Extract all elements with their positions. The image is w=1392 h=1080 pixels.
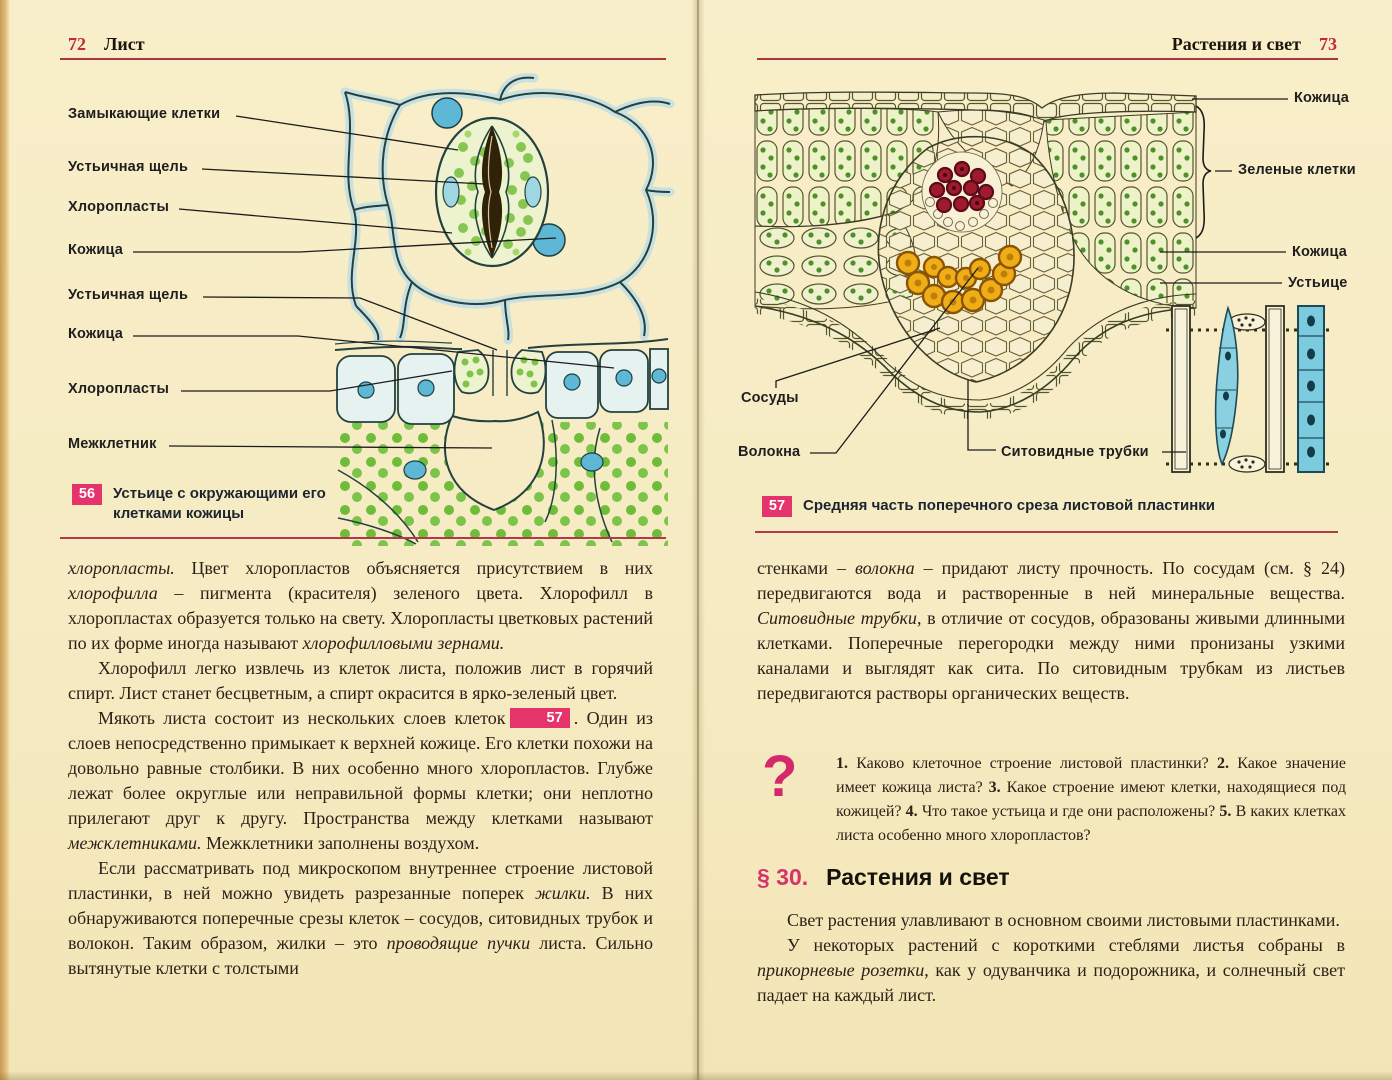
header-rule-left — [60, 58, 666, 60]
body-text-right-top — [757, 556, 1345, 706]
sieve-tube-column-wide — [1298, 306, 1324, 472]
figure56-number-badge: 56 — [72, 484, 102, 505]
figure56-caption — [72, 484, 392, 524]
epidermis-cells — [337, 349, 668, 424]
figure56-caption-text: Устьице с окружающими его клетками кожицы — [113, 485, 326, 522]
figure-label: Зеленые клетки — [1238, 162, 1356, 178]
figure57-caption — [762, 496, 1342, 517]
figure-label: Хлоропласты — [68, 381, 170, 397]
figure-label: Кожица — [68, 326, 124, 342]
longitudinal-section-panel — [1166, 306, 1332, 472]
running-title-left: Лист — [104, 34, 145, 54]
questions-icon: ? — [762, 744, 798, 809]
paragraph: Мякоть листа состоит из нескольких слоев клеток 57 . Один из слоев непосредственно примыкает к верхней кожице. Его клетки похожи на довольно равные столбики. В них особенно много хлоропластов. Глубже лежат более округлые или неправильной формы клетки; они неплотно прилегают друг к другу. Пространства между клетками называют межклетниками. Межклетники заполнены воздухом. — [68, 708, 653, 853]
section-number: § 30. — [757, 864, 809, 890]
sieve-plate — [1229, 456, 1265, 472]
paragraph: Если рассматривать под микроскопом внутреннее строение листовой пластинки, в ней можно увидеть разрезанные поперек жилки. В них обнаруживаются поперечные срезы клеток – сосудов, ситовидных трубок и волокон. Таким образом, жилки – это проводящие пучки листа. Сильно вытянутые клетки с толстыми — [68, 858, 653, 978]
paragraph: Свет растения улавливают в основном своими листовыми пластинками. — [787, 910, 1340, 930]
caption-rule-left — [60, 537, 666, 539]
running-title-right: Растения и свет — [1171, 34, 1301, 54]
body-text-right-bottom — [757, 908, 1345, 1008]
page-number-left: 72 — [68, 34, 86, 54]
figure-label: Кожица — [1292, 244, 1348, 260]
leaf-cross-section — [755, 92, 1196, 412]
figure-label: Устьичная щель — [68, 159, 189, 175]
figure-label: Кожица — [1294, 90, 1350, 106]
figure-label: Ситовидные трубки — [1001, 444, 1149, 460]
figure-label: Устьице — [1288, 275, 1348, 291]
sieve-tube-column-narrow — [1216, 308, 1238, 464]
figure-label: Кожица — [68, 242, 124, 258]
figure57-number-badge: 57 — [762, 496, 792, 517]
figure-label: Хлоропласты — [68, 199, 170, 215]
sieve-plate — [1229, 314, 1265, 330]
body-text-left — [68, 556, 653, 981]
paragraph: стенками – волокна – придают листу прочность. По сосудам (см. § 24) передвигаются вода и растворенные в ней минеральные вещества. Ситовидные трубки, в отличие от сосудов, образованы живыми длинными клетками. Поперечные перегородки между ними пронизаны узкими каналами и выглядят как сита. По ситовидным трубкам из листьев передвигаются растворы органических веществ. — [757, 558, 1345, 703]
paragraph: Хлорофилл легко извлечь из клеток листа, положив лист в горячий спирт. Лист станет бесцветным, а спирт окрасится в ярко-зеленый цвет. — [68, 658, 653, 703]
figure-label: Замыкающие клетки — [68, 106, 221, 122]
paragraph: У некоторых растений с короткими стеблями листья собраны в прикорневые розетки, как у одуванчика и подорожника, и солнечный свет падает на каждый лист. — [757, 935, 1345, 1005]
questions-text: 1. Каково клеточное строение листовой пластинки? 2. Какое значение имеет кожица листа? 3. Какое строение имеют клетки, находящиеся под кожицей? 4. Что такое устьица и где они расположены? 5. В каких клетках листа особенно много хлоропластов? — [836, 755, 1347, 844]
section-heading — [757, 864, 1010, 891]
book-gutter — [691, 0, 705, 1080]
stoma-diagram-svg — [0, 70, 696, 548]
paragraph: хлоропласты. Цвет хлоропластов объясняется присутствием в них хлорофилла – пигмента (красителя) зеленого цвета. Хлорофилл в хлоропластах образуется только на свету. Хлоропласты цветковых растений по их форме иногда называют хлорофилловыми зернами. — [68, 558, 653, 653]
figure-label: Межклетник — [68, 436, 157, 452]
header-right — [757, 34, 1337, 55]
figure57-caption-text: Средняя часть поперечного среза листовой пластинки — [803, 497, 1216, 514]
brace — [1196, 106, 1211, 238]
figure-label: Устьичная щель — [68, 287, 189, 303]
section-title: Растения и свет — [826, 864, 1010, 890]
caption-rule-right — [755, 531, 1338, 533]
figure-label: Сосуды — [741, 390, 799, 406]
page-number-right: 73 — [1319, 34, 1337, 54]
figure-label: Волокна — [738, 444, 801, 460]
